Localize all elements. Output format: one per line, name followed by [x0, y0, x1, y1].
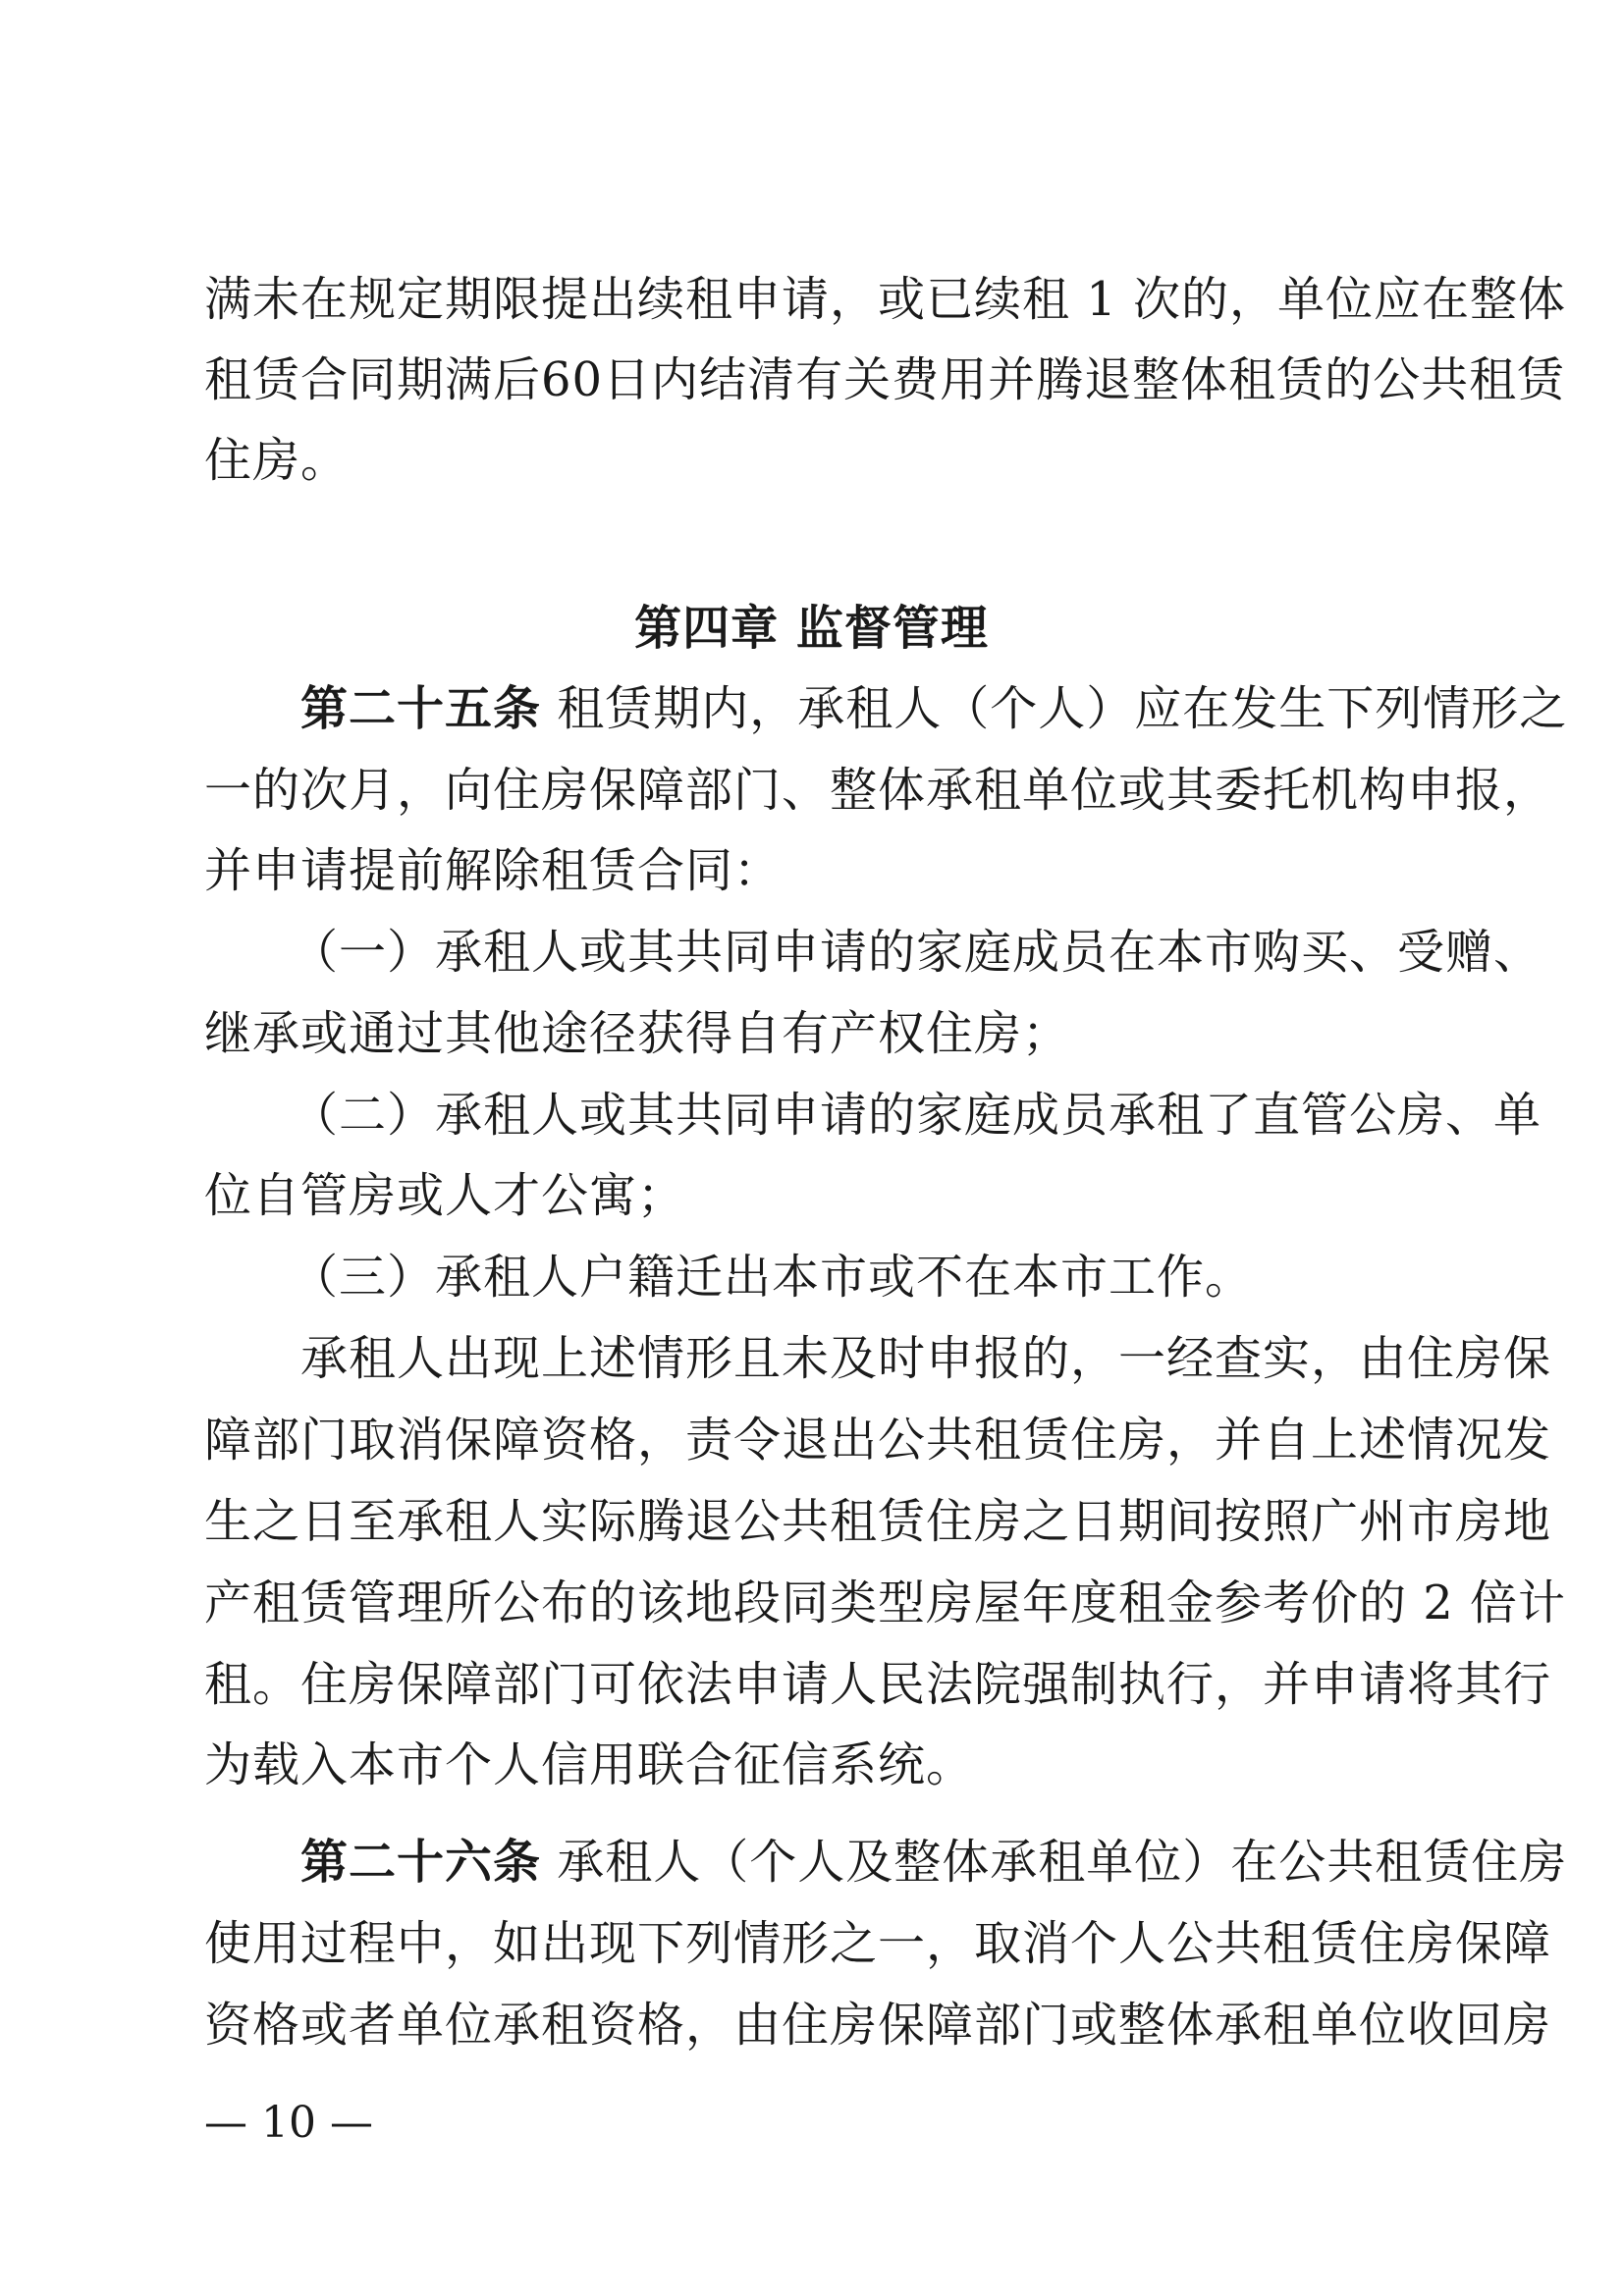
list-item: （三）承租人户籍迁出本市或不在本市工作。 [291, 1250, 1254, 1305]
paragraph-line: 租赁合同期满后60日内结清有关费用并腾退整体租赁的公共租赁 [204, 352, 1566, 407]
paragraph-line: 租。住房保障部门可依法申请人民法院强制执行，并申请将其行 [204, 1657, 1552, 1712]
article-25-label: 第二十五条 [300, 681, 542, 736]
page-number: — 10 — [204, 2098, 373, 2148]
paragraph-line: 障部门取消保障资格，责令退出公共租赁住房，并自上述情况发 [204, 1413, 1552, 1468]
article-25-line: 并申请提前解除租赁合同： [204, 843, 783, 898]
article-26-line: 使用过程中，如出现下列情形之一，取消个人公共租赁住房保障 [204, 1916, 1552, 1971]
article-26-label: 第二十六条 [300, 1835, 542, 1890]
article-26-line [300, 1818, 1568, 1906]
list-item: （一）承租人或其共同申请的家庭成员在本市购买、受赠、 [291, 925, 1542, 980]
article-26-text: 承租人（个人及整体承租单位）在公共租赁住房 [541, 1835, 1568, 1890]
article-25-text: 租赁期内，承租人（个人）应在发生下列情形之 [541, 681, 1568, 736]
paragraph-line: 生之日至承租人实际腾退公共租赁住房之日期间按照广州市房地 [204, 1494, 1552, 1549]
chapter-title: 第四章 监督管理 [634, 601, 989, 656]
article-26-line: 资格或者单位承租资格，由住房保障部门或整体承租单位收回房 [204, 1998, 1552, 2053]
paragraph-line: 产租赁管理所公布的该地段同类型房屋年度租金参考价的 2 倍计 [204, 1575, 1567, 1630]
list-item-continued: 继承或通过其他途径获得自有产权住房； [204, 1006, 1071, 1061]
paragraph-line: 住房。 [204, 433, 350, 488]
article-25-line [300, 665, 1568, 753]
paragraph-line: 满未在规定期限提出续租申请，或已续租 1 次的，单位应在整体 [204, 272, 1567, 327]
paragraph-line: 为载入本市个人信用联合征信系统。 [204, 1737, 975, 1792]
article-25-line: 一的次月，向住房保障部门、整体承租单位或其委托机构申报， [204, 763, 1552, 818]
paragraph-line: 承租人出现上述情形且未及时申报的，一经查实，由住房保 [300, 1331, 1552, 1386]
list-item-continued: 位自管房或人才公寓； [204, 1168, 686, 1223]
list-item: （二）承租人或其共同申请的家庭成员承租了直管公房、单 [291, 1088, 1542, 1143]
